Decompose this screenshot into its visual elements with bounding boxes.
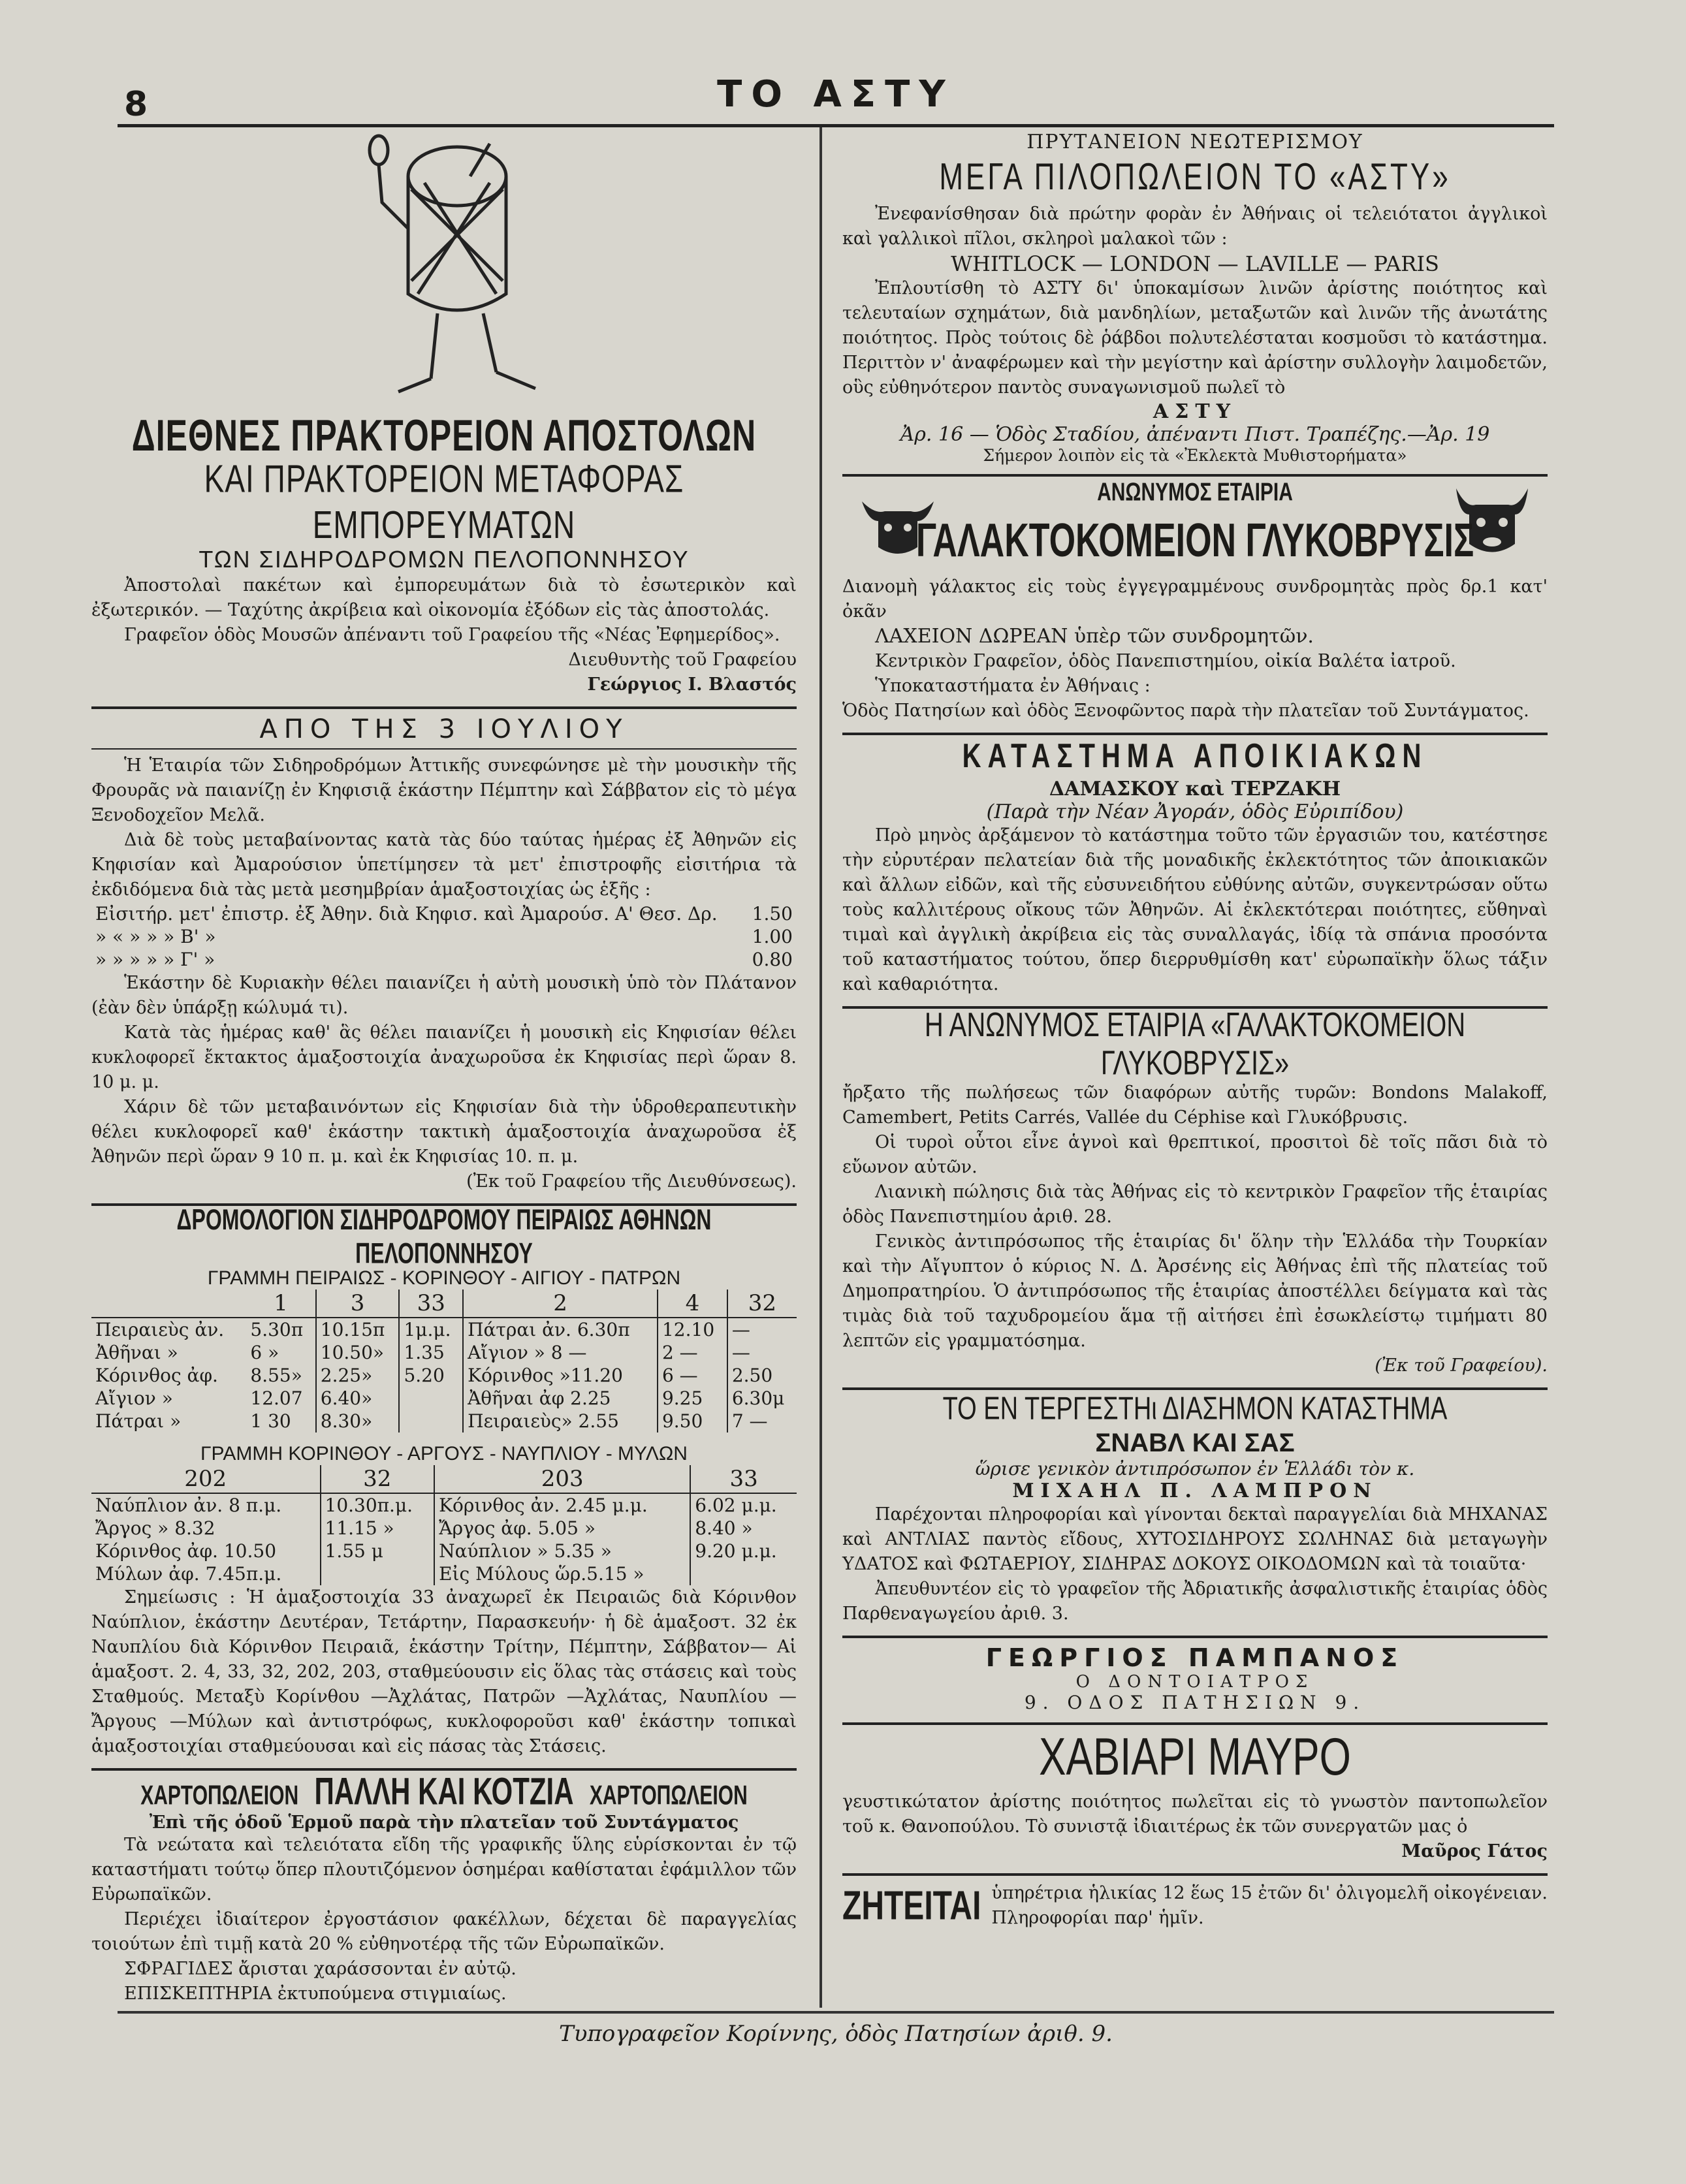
ad-address: 9. ΟΔΟΣ ΠΑΤΗΣΙΩΝ 9. (1024, 1692, 1366, 1713)
table-cell: Ἄργος » 8.32 (95, 1517, 215, 1539)
ad-text: γευστικώτατον ἀρίστης ποιότητος πωλεῖται εἰς τὸ γνωστὸν παντοπωλεῖον τοῦ κ. Θανοπούλου. Τὸ συνιστᾷ ἰδιαιτέρως ἐκ τῶν συνεργατῶν μας ὁ (842, 1792, 1548, 1837)
ad-text: Ἐπλουτίσθη τὸ ΑΣΤΥ δι' ὑποκαμίσων λινῶν ἀρίστης ποιότητος καὶ τελευταίων σχημάτων, διὰ μανδηλίων, μεταξωτῶν καὶ λινῶν τῆς ἀνωτάτης ποιότητος. Πρὸς τούτοις δὲ ῥάβδοι πολυτελέσταται κοσμοῦσι τὸ κατάστημα. Περιττὸν ν' ἀναφέρωμεν καὶ τὴν μεγίστην καὶ ἀρίστην συλλογὴν λαιμοδετῶν, οὓς εὐθηνότερον παντὸς συναγωνισμοῦ πωλεῖ τὸ (842, 278, 1548, 398)
ad-title: ΖΗΤΕΙΤΑΙ (842, 1883, 981, 1929)
table-cell: 8.30» (316, 1410, 400, 1432)
table-cell: 5.20 (399, 1364, 463, 1387)
railway-timetable (91, 1203, 797, 1759)
ad-text: Γενικὸς ἀντιπρόσωπος τῆς ἑταιρίας δι' ὅλην τὴν Ἑλλάδα τὴν Τουρκίαν καὶ τὴν Αἴγυπτον ὁ κύριος Ν. Δ. Ἀρσένης εἰς Ἀθήνας ἐπὶ τῆς πλατείας τοῦ Δημοπρατηρίου. Ὁ ἀντιπρόσωπος τῆς ἑταιρίας ἀποστέλλει δείγματα καὶ τὰς τιμὰς διὰ τοῦ ταχυδρομείου ἅμα τῇ αἰτήσει ἐπὶ ἐσωκλείστῳ τιμήματι 80 λεπτῶν εἰς γραμματόσημα. (842, 1231, 1548, 1351)
ad-text: ΣΦΡΑΓΙΔΕΣ ἄρισται χαράσσονται ἐν αὐτῷ. (124, 1959, 517, 1979)
table-cell: 6.40» (316, 1387, 400, 1410)
table-row (91, 1517, 797, 1540)
masthead: ΤΟ ΑΣΤΥ (717, 73, 955, 116)
table-cell: Ναύπλιον ἀν. 8 π.μ. (95, 1495, 282, 1516)
ad-location: (Παρὰ τὴν Νέαν Ἀγοράν, ὁδὸς Εὐριπίδου) (986, 800, 1404, 823)
ad-wanted (842, 1881, 1548, 1931)
ad-title: ΚΑΤΑΣΤΗΜΑ ΑΠΟΙΚΙΑΚΩΝ (962, 737, 1428, 775)
fares-table (91, 902, 797, 971)
table-cell: Πειραιεὺς» 2.55 (463, 1410, 658, 1432)
ad-text: Διανομὴ γάλακτος εἰς τοὺς ἐγγεγραμμένους συνδρομητὰς πρὸς δρ.1 κατ' ὀκᾶν (842, 577, 1548, 622)
table-cell: 9.25 (658, 1387, 727, 1410)
ad-title: ΓΑΛΑΚΤΟΚΟΜΕΙΟΝ ΓΛΥΚΟΒΡΥΣΙΣ (915, 514, 1474, 567)
table-row (91, 1540, 797, 1562)
page-number: 8 (124, 85, 148, 124)
ad-text: ὥρισε γενικὸν ἀντιπρόσωπον ἐν Ἑλλάδι τὸν κ. (975, 1458, 1415, 1480)
ad-title-main: ΠΑΛΛΗ ΚΑΙ ΚΟΤΖΙΑ (314, 1769, 574, 1813)
timetable-line2 (91, 1465, 797, 1585)
table-cell: 1.55 μ (321, 1540, 435, 1562)
divider (842, 733, 1548, 735)
table-cell: 8.55» (250, 1365, 302, 1386)
table-header-row (91, 1290, 797, 1318)
ad-text: ΛΑΧΕΙΟΝ ΔΩΡΕΑΝ ὑπὲρ τῶν συνδρομητῶν. (875, 625, 1314, 648)
timetable-line-title: ΓΡΑΜΜΗ ΚΟΡΙΝΘΟΥ - ΑΡΓΟΥΣ - ΝΑΥΠΛΙΟΥ - ΜΥΛΩΝ (200, 1443, 688, 1464)
column-rule (819, 127, 822, 2008)
ad-company: ΣΝΑΒΛ ΚΑΙ ΣΑΣ (1095, 1429, 1295, 1457)
ad-kicker: ΑΝΩΝΥΜΟΣ ΕΤΑΙΡΙΑ (1097, 478, 1293, 507)
table-cell (399, 1410, 463, 1432)
table-row (91, 1318, 797, 1341)
left-column (91, 131, 797, 2016)
ad-text: Λιανικὴ πώλησις διὰ τὰς Ἀθήνας εἰς τὸ κεντρικὸν Γραφεῖον τῆς ἑταιρίας ὁδὸς Πανεπιστημίου ἀριθ. 28. (842, 1182, 1548, 1227)
ad-text: Διευθυντὴς τοῦ Γραφείου (568, 650, 797, 670)
table-row (91, 1562, 797, 1585)
fare-label: » » » » » Γ' » (95, 949, 215, 970)
table-cell: 6.02 μ.μ. (690, 1493, 797, 1517)
timetable-title: ΔΡΟΜΟΛΟΓΙΟΝ ΣΙΔΗΡΟΔΡΟΜΟΥ ΠΕΙΡΑΙΩΣ ΑΘΗΝΩΝ ΠΕΛΟΠΟΝΝΗΣΟΥ (176, 1203, 712, 1270)
ad-title: Η ΑΝΩΝΥΜΟΣ ΕΤΑΙΡΙΑ «ΓΑΛΑΚΤΟΚΟΜΕΙΟΝ ΓΛΥΚΟΒΡΥΣΙΣ» (924, 1006, 1466, 1083)
ad-subtitle: Ἐπὶ τῆς ὁδοῦ Ἑρμοῦ παρὰ τὴν πλατεῖαν τοῦ Συντάγματος (149, 1812, 739, 1833)
ad-text: Ἀπευθυντέον εἰς τὸ γραφεῖον τῆς Ἀδριατικῆς ἀσφαλιστικῆς ἑταιρίας ὁδὸς Παρθεναγωγείου ἀριθ. 3. (842, 1579, 1548, 1624)
table-cell: Ἀθῆναι » (95, 1342, 178, 1363)
column-header: 33 (399, 1290, 463, 1318)
table-cell: Κόρινθος ἀφ. (95, 1365, 218, 1386)
divider (91, 748, 797, 750)
table-cell: 10.50» (316, 1341, 400, 1364)
column-header: 32 (727, 1290, 797, 1318)
ad-text: Ἀποστολαὶ πακέτων καὶ ἐμπορευμάτων διὰ τὸ ἐσωτερικὸν καὶ ἐξωτερικόν. — Ταχύτης ἀκρίβεια καὶ οἰκονομία ἐξόδων εἰς τὰς ἀποστολάς. (91, 575, 797, 620)
table-row (91, 925, 797, 948)
divider (91, 706, 797, 709)
ad-text: Περιέχει ἰδιαίτερον ἐργοστάσιον φακέλλων, δέχεται δὲ παραγγελίας τοιούτων ἐπὶ τιμῇ κατὰ 20 % εὐθηνοτέρᾳ τῆς τῶν Εὐρωπαϊκῶν. (91, 1909, 797, 1954)
ad-signature: Γεώργιος Ι. Βλαστός (587, 674, 797, 695)
table-row (91, 1387, 797, 1410)
ad-source: (Ἐκ τοῦ Γραφείου). (1375, 1355, 1548, 1376)
drum-figure-icon (91, 131, 797, 405)
fare-value: 0.80 (752, 949, 793, 970)
ad-text: ΕΠΙΣΚΕΠΤΗΡΙΑ ἐκτυπούμενα στιγμιαίως. (124, 1984, 507, 2004)
timetable-note: Σημείωσις : Ἡ ἁμαξοστοιχία 33 ἀναχωρεῖ ἐκ Πειραιῶς διὰ Κόρινθον Ναύπλιον, ἑκάστην Δευτέραν, Τετάρτην, Παρασκευήν· ἡ δὲ ἁμαξοστ. 32 ἐκ Ναυπλίου διὰ Κόρινθον Πειραιᾶ, ἑκάστην Τρίτην, Πέμπτην, Σάββατον— Αἱ ἁμαξοστ. 2. 4, 33, 32, 202, 203, σταθμεύουσιν εἰς ὅλας τὰς στάσεις καὶ τοὺς Σταθμούς. Μεταξὺ Κορίνθου —Ἀχλάτας, Πατρῶν —Ἀχλάτας, Ναυπλίου —Ἄργους —Μύλων καὶ ἀντιστρόφως, κυκλοφοροῦσι καθ' ἑκάστην τοπικαὶ ἁμαξοστοιχίαι σταθμεύουσαι καὶ εἰς πάσας τὰς Στάσεις. (91, 1587, 797, 1756)
right-column (842, 131, 1548, 1940)
ad-stationery (91, 1769, 797, 2006)
table-cell (321, 1562, 435, 1585)
table-cell: 2 — (658, 1341, 727, 1364)
table-cell: 1μ.μ. (399, 1318, 463, 1341)
column-header: 32 (321, 1465, 435, 1493)
ad-text: Ἐνεφανίσθησαν διὰ πρώτην φορὰν ἐν Ἀθήναις οἱ τελειότατοι ἀγγλικοὶ καὶ γαλλικοὶ πῖλοι, σκληροὶ μαλακοὶ τῶν : (842, 204, 1548, 249)
ad-brand-name: ΑΣΤΥ (1153, 400, 1237, 423)
table-cell: 9.50 (658, 1410, 727, 1432)
ad-dairy (842, 478, 1548, 723)
table-cell: Ἄργος ἀφ. 5.05 » (434, 1517, 690, 1540)
ad-title: ΑΠΟ ΤΗΣ 3 ΙΟΥΛΙΟΥ (259, 714, 629, 744)
ad-shipping-agency (91, 411, 797, 697)
timetable-line1 (91, 1290, 797, 1432)
ad-text: ἤρξατο τῆς πωλήσεως τῶν διαφόρων αὐτῆς τυρῶν: Bondons Malakoff, Camembert, Petits Carrés, Vallée du Céphise καὶ Γλυκόβρυσις. (842, 1083, 1548, 1128)
ad-source: (Ἐκ τοῦ Γραφείου τῆς Διευθύνσεως). (466, 1171, 797, 1192)
ad-brands: WHITLOCK — LONDON — LAVILLE — PARIS (951, 251, 1439, 276)
ad-kicker: ΠΡΥΤΑΝΕΙΟΝ ΝΕΩΤΕΡΙΣΜΟΥ (1026, 131, 1363, 153)
table-cell: 6 — (658, 1364, 727, 1387)
ad-address: Ἀρ. 16 — Ὁδὸς Σταδίου, ἀπέναντι Πιστ. Τραπέζης.—Ἀρ. 19 (900, 423, 1490, 446)
ad-title (91, 1769, 797, 1813)
divider (842, 474, 1548, 477)
table-cell: 8.40 » (690, 1517, 797, 1540)
column-header: 3 (316, 1290, 400, 1318)
fare-value: 1.00 (752, 926, 793, 947)
table-cell: 1 30 (250, 1410, 291, 1432)
table-cell: Κόρινθος ἀφ. 10.50 (95, 1540, 277, 1562)
ad-title: ΓΕΩΡΓΙΟΣ ΠΑΜΠΑΝΟΣ (985, 1643, 1405, 1672)
ad-subtitle: ΔΑΜΑΣΚΟΥ καὶ ΤΕΡΖΑΚΗ (1049, 778, 1341, 800)
table-cell: Πάτραι » (95, 1410, 182, 1432)
divider (842, 1722, 1548, 1725)
column-header: 4 (658, 1290, 727, 1318)
ad-title: ΤΟ ΕΝ ΤΕΡΓΕΣΤΗι ΔΙΑΣΗΜΟΝ ΚΑΤΑΣΤΗΜΑ (942, 1391, 1448, 1427)
ad-subtitle: ΤΩΝ ΣΙΔΗΡΟΔΡΟΜΩΝ ΠΕΛΟΠΟΝΝΗΣΟΥ (199, 546, 690, 573)
ad-text: Διὰ δὲ τοὺς μεταβαίνοντας κατὰ τὰς δύο ταύτας ἡμέρας ἐξ Ἀθηνῶν εἰς Κηφισίαν καὶ Ἀμαρούσιον ὑπετίμησεν τὰ μετ' ἐπιστροφῆς εἰσιτήρια τὰ ἐκδιδόμενα διὰ τὰς μετὰ μεσημβρίαν ἁμαξοστοιχίας ὡς ἑξῆς : (91, 830, 797, 900)
ad-title: ΜΕΓΑ ΠΙΛΟΠΩΛΕΙΟΝ ΤΟ «ΑΣΤΥ» (939, 156, 1451, 198)
table-cell: 2.25» (316, 1364, 400, 1387)
ad-text: Ἡ Ἑταιρία τῶν Σιδηροδρόμων Ἀττικῆς συνεφώνησε μὲ τὴν μουσικὴν τῆς Φρουρᾶς νὰ παιανίζῃ ἐν Κηφισιᾷ ἑκάστην Πέμπτην καὶ Σάββατον εἰς τὸ μέγα Ξενοδοχεῖον Μελᾶ. (91, 755, 797, 825)
column-header: 203 (434, 1465, 690, 1493)
column-header: 1 (246, 1290, 315, 1318)
table-cell (690, 1562, 797, 1585)
ad-text: Τὰ νεώτατα καὶ τελειότατα εἴδη τῆς γραφικῆς ὕλης εὑρίσκονται ἐν τῷ καταστήματι τούτῳ ὅπερ πλουτιζόμενον ὁσημέραι καθίσταται ἐφάμιλλον τῶν Εὐρωπαϊκῶν. (91, 1835, 797, 1905)
ad-text: Ἑκάστην δὲ Κυριακὴν θέλει παιανίζει ἡ αὐτὴ μουσικὴ ὑπὸ τὸν Πλάτανον (ἐὰν δὲν ὑπάρξῃ κώλυμά τι). (91, 973, 797, 1018)
printer-imprint: Τυπογραφεῖον Κορίννης, ὁδὸς Πατησίων ἀριθ. 9. (559, 2021, 1113, 2047)
ad-title-left: ΧΑΡΤΟΠΩΛΕΙΟΝ (140, 1780, 299, 1811)
ad-subtitle: Ο ΔΟΝΤΟΙΑΤΡΟΣ (1075, 1672, 1314, 1692)
ad-text: Γραφεῖον ὁδὸς Μουσῶν ἀπέναντι τοῦ Γραφείου τῆς «Νέας Ἐφημερίδος». (124, 625, 780, 645)
divider (842, 1873, 1548, 1876)
ad-text: Κατὰ τὰς ἡμέρας καθ' ἃς θέλει παιανίζει ἡ μουσικὴ εἰς Κηφισίαν θέλει κυκλοφορεῖ ἔκτακτος ἁμαξοστοιχία ἀναχωροῦσα ἐκ Κηφισίας περὶ ὥραν 8. 10 μ. μ. (91, 1022, 797, 1092)
ad-cheese (842, 1006, 1548, 1378)
ad-dentist (842, 1643, 1548, 1713)
table-row (91, 1410, 797, 1432)
ad-colonial-store (842, 737, 1548, 997)
ad-signature: Μαῦρος Γάτος (1401, 1841, 1548, 1861)
table-cell: 6 » (250, 1342, 279, 1363)
column-header: 2 (463, 1290, 658, 1318)
ad-text: Ὁδὸς Πατησίων καὶ ὁδὸς Ξενοφῶντος παρὰ τὴν πλατεῖαν τοῦ Συντάγματος. (842, 701, 1529, 721)
table-cell: Ἀθῆναι ἀφ 2.25 (463, 1387, 658, 1410)
table-cell: 5.30π (250, 1319, 304, 1340)
footer-rule (118, 2011, 1554, 2014)
fare-label: » « » » » Β' » (95, 926, 216, 947)
timetable-line-title: ΓΡΑΜΜΗ ΠΕΙΡΑΙΩΣ - ΚΟΡΙΝΘΟΥ - ΑΙΓΙΟΥ - ΠΑΤΡΩΝ (207, 1267, 681, 1289)
table-cell: 11.15 » (321, 1517, 435, 1540)
ad-hat-shop (842, 131, 1548, 465)
table-cell: 10.15π (316, 1318, 400, 1341)
table-row (91, 948, 797, 971)
ad-agent: ΜΙΧΑΗΛ Π. ΛΑΜΠΡΟΝ (1012, 1480, 1378, 1502)
column-header: 33 (690, 1465, 797, 1493)
table-cell: 7 — (727, 1410, 797, 1432)
fare-label: Εἰσιτήρ. μετ' ἐπιστρ. ἐξ Ἀθην. διὰ Κηφισ. καὶ Ἀμαρούσ. Α' Θεσ. Δρ. (95, 903, 718, 925)
ad-text: Παρέχονται πληροφορίαι καὶ γίνονται δεκταὶ παραγγελίαι διὰ ΜΗΧΑΝΑΣ καὶ ΑΝΤΛΙΑΣ παντὸς εἴδους, ΧΥΤΟΣΙΔΗΡΟΥΣ ΣΩΛΗΝΑΣ διὰ μεταγωγὴν ΥΔΑΤΟΣ καὶ ΦΩΤΑΕΡΙΟΥ, ΣΙΔΗΡΑΣ ΔΟΚΟΥΣ ΟΙΚΟΔΟΜΩΝ καὶ τὰ τοιαῦτα· (842, 1504, 1548, 1574)
table-cell: 12.10 (658, 1318, 727, 1341)
ad-text: Χάριν δὲ τῶν μεταβαινόντων εἰς Κηφισίαν διὰ τὴν ὑδροθεραπευτικὴν θέλει κυκλοφορεῖ καθ' ἑκάστην τακτικὴ ἁμαξοστοιχία ἀναχωροῦσα ἐξ Ἀθηνῶν περὶ ὥραν 9 10 π. μ. καὶ ἐκ Κηφισίας 10. π. μ. (91, 1097, 797, 1167)
table-cell: Κόρινθος ἀν. 2.45 μ.μ. (434, 1493, 690, 1517)
ad-trieste-store (842, 1391, 1548, 1626)
table-cell: 9.20 μ.μ. (690, 1540, 797, 1562)
table-cell: 12.07 (250, 1387, 303, 1409)
table-cell: 1.35 (399, 1341, 463, 1364)
table-cell: — (727, 1318, 797, 1341)
ad-text: ὑπηρέτρια ἡλικίας 12 ἕως 15 ἐτῶν δι' ὀλιγομελῆ οἰκογένειαν. Πληροφορίαι παρ' ἡμῖν. (991, 1883, 1548, 1928)
ad-text: Ὑποκαταστήματα ἐν Ἀθήναις : (875, 676, 1151, 696)
table-cell: Πειραιεὺς ἀν. (95, 1319, 225, 1340)
table-cell: Μύλων ἀφ. 7.45π.μ. (95, 1563, 282, 1585)
ad-title: ΧΑΒΙΑΡΙ ΜΑΥΡΟ (1039, 1728, 1351, 1787)
ad-text: Κεντρικὸν Γραφεῖον, ὁδὸς Πανεπιστημίου, οἰκία Βαλέτα ἰατροῦ. (875, 651, 1456, 671)
table-cell: Αἴγιον » 8 — (463, 1341, 658, 1364)
table-row (91, 902, 797, 925)
table-cell: Ναύπλιον » 5.35 » (434, 1540, 690, 1562)
table-cell: — (727, 1341, 797, 1364)
ad-caviar (842, 1728, 1548, 1864)
table-cell: 10.30π.μ. (321, 1493, 435, 1517)
ad-railway-music (91, 714, 797, 1194)
table-cell: 6.30μ (727, 1387, 797, 1410)
fare-value: 1.50 (752, 903, 793, 925)
page-header (118, 65, 1554, 127)
table-row (91, 1493, 797, 1517)
column-header: 202 (91, 1465, 321, 1493)
table-cell: Αἴγιον » (95, 1387, 173, 1409)
column-header (91, 1290, 246, 1318)
divider (842, 1636, 1548, 1638)
table-cell: Εἰς Μύλους ὥρ.5.15 » (434, 1562, 690, 1585)
divider (842, 1387, 1548, 1390)
ad-title-right: ΧΑΡΤΟΠΩΛΕΙΟΝ (589, 1780, 748, 1811)
table-header-row (91, 1465, 797, 1493)
table-cell: 2.50 (727, 1364, 797, 1387)
table-cell: Κόρινθος »11.20 (463, 1364, 658, 1387)
ad-text: Πρὸ μηνὸς ἀρξάμενον τὸ κατάστημα τοῦτο τῶν ἐργασιῶν του, κατέστησε τὴν εὐρυτέραν πελατείαν διὰ τῆς μοναδικῆς ἐκλεκτότητος τῶν ἀποικιακῶν καὶ ἄλλων εἰδῶν, καὶ τῆς εὐσυνειδήτου εὐθύνης αὐτῶν, συγκεντρώσαν οὕτω τοὺς καλλιτέρους οἴκους τῶν Ἀθηνῶν. Αἱ ἐκλεκτότεραι ποιότητες, εὔθηναὶ τιμαὶ καὶ ἀγγλικὴ ἀκρίβεια εἰς τὰς συναλλαγάς, ἰδίᾳ τὰ σπάνια προσόντα τοῦ καταστήματος τούτου, ὅπερ διερρυθμίσθη κατ' εὐρωπαϊκὴν ὅλως τάξιν καὶ καθαριότητα. (842, 825, 1548, 994)
table-cell (399, 1387, 463, 1410)
table-cell: Πάτραι ἀν. 6.30π (463, 1318, 658, 1341)
table-row (91, 1364, 797, 1387)
ad-title: ΔΙΕΘΝΕΣ ΠΡΑΚΤΟΡΕΙΟΝ ΑΠΟΣΤΟΛΩΝ (131, 411, 757, 460)
drum-illustration (91, 131, 797, 405)
ad-note: Σήμερον λοιπὸν εἰς τὰ «Ἐκλεκτὰ Μυθιστορήματα» (983, 446, 1407, 465)
table-row (91, 1341, 797, 1364)
ad-title: ΚΑΙ ΠΡΑΚΤΟΡΕΙΟΝ ΜΕΤΑΦΟΡΑΣ ΕΜΠΟΡΕΥΜΑΤΩΝ (204, 456, 684, 546)
ad-text: Οἱ τυροὶ οὗτοι εἶνε ἁγνοὶ καὶ θρεπτικοί, προσιτοὶ δὲ τοῖς πᾶσι διὰ τὸ εὔωνον αὐτῶν. (842, 1132, 1548, 1177)
